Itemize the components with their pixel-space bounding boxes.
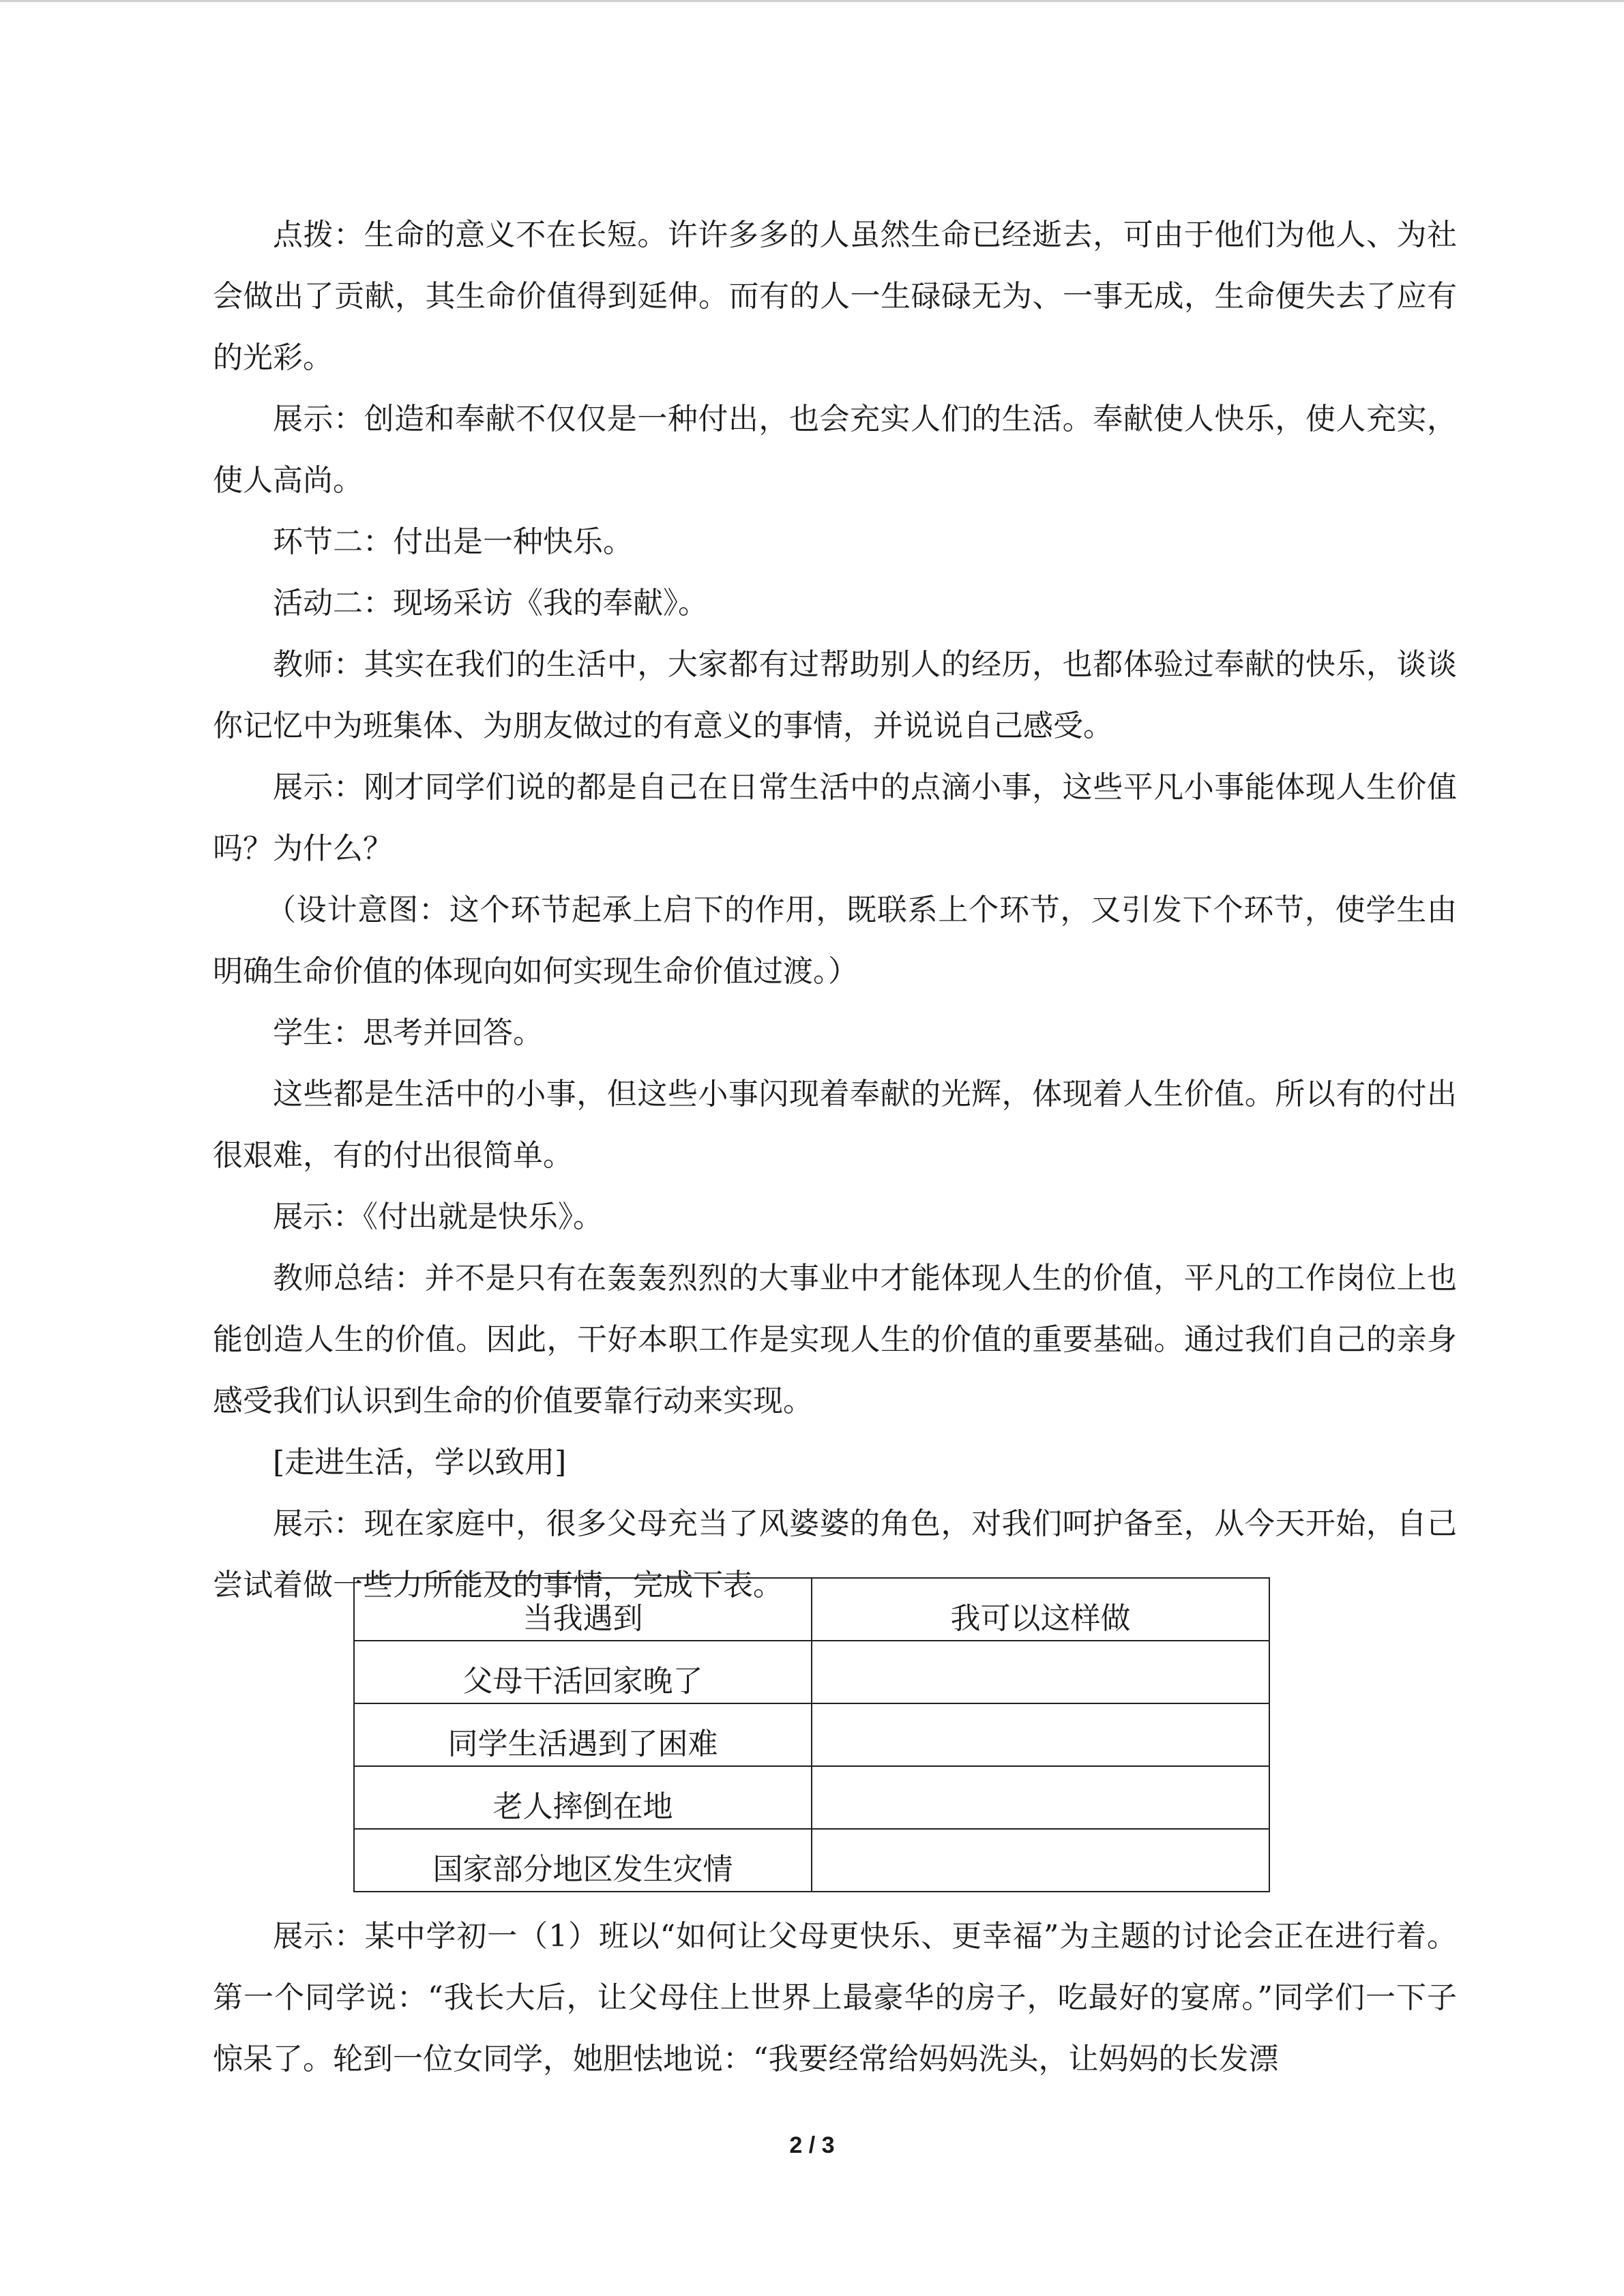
page-number: 2 / 3 [789, 2132, 835, 2158]
paragraph-show-5: 展示：某中学初一（1）班以“如何让父母更快乐、更幸福”为主题的讨论会正在进行着。第一个同学说：“我长大后，让父母住上世界上最豪华的房子，吃最好的宴席。”同学们一下子惊呆了。轮到一位女同学，她胆怯地说：“我要经常给妈妈洗头，让妈妈的长发漂 [213, 1919, 1457, 2076]
top-border [0, 0, 1624, 2]
paragraph-show-2: 展示：刚才同学们说的都是自己在日常生活中的点滴小事，这些平凡小事能体现人生价值吗？为什么？ [213, 770, 1457, 866]
paragraph-teacher-summary: 教师总结：并不是只有在轰轰烈烈的大事业中才能体现人生的价值，平凡的工作岗位上也能创造人生的价值。因此，干好本职工作是实现人生的价值的重要基础。通过我们自己的亲身感受我们认识到生命的价值要靠行动来实现。 [213, 1261, 1457, 1418]
paragraph-teacher: 教师：其实在我们的生活中，大家都有过帮助别人的经历，也都体验过奉献的快乐，谈谈你记忆中为班集体、为朋友做过的有意义的事情，并说说自己感受。 [213, 647, 1457, 743]
paragraph-activity-2: 活动二：现场采访《我的奉献》。 [273, 586, 708, 621]
paragraph-show-4: 展示：现在家庭中，很多父母充当了风婆婆的角色，对我们呵护备至，从今天开始，自己尝试着做一些力所能及的事情，完成下表。 [213, 1506, 1457, 1602]
paragraph-step-2: 环节二：付出是一种快乐。 [273, 524, 633, 559]
table-cell-action[interactable] [812, 1829, 1269, 1892]
table-row [354, 1766, 1269, 1829]
table-cell-action[interactable] [812, 1766, 1269, 1829]
paragraph-show-1: 展示：创造和奉献不仅仅是一种付出，也会充实人们的生活。奉献使人快乐，使人充实，使人高尚。 [213, 402, 1457, 498]
table-cell-action[interactable] [812, 1641, 1269, 1703]
table-cell-situation: 国家部分地区发生灾情 [354, 1829, 812, 1892]
table-cell-situation: 父母干活回家晚了 [354, 1641, 812, 1703]
table-header-cell: 我可以这样做 [812, 1578, 1269, 1641]
table-header-cell: 当我遇到 [354, 1578, 812, 1641]
action-table [353, 1577, 1270, 1892]
table-row [354, 1703, 1269, 1766]
table-cell-situation: 老人摔倒在地 [354, 1766, 812, 1829]
paragraph-guidance: 点拨：生命的意义不在长短。许许多多的人虽然生命已经逝去，可由于他们为他人、为社会做出了贡献，其生命价值得到延伸。而有的人一生碌碌无为、一事无成，生命便失去了应有的光彩。 [213, 218, 1457, 375]
paragraph-student: 学生：思考并回答。 [273, 1015, 543, 1050]
document-body-continued [213, 1906, 1457, 2090]
paragraph-show-3: 展示：《付出就是快乐》。 [273, 1199, 603, 1234]
section-heading: [走进生活，学以致用] [273, 1445, 567, 1480]
table-row [354, 1641, 1269, 1703]
paragraph-design-intent: （设计意图：这个环节起承上启下的作用，既联系上个环节，又引发下个环节，使学生由明确生命价值的体现向如何实现生命价值过渡。） [213, 893, 1457, 989]
table-cell-action[interactable] [812, 1703, 1269, 1766]
table-cell-situation: 同学生活遇到了困难 [354, 1703, 812, 1766]
table-row [354, 1829, 1269, 1892]
document-body [213, 205, 1457, 1616]
table-header-row [354, 1578, 1269, 1641]
paragraph-small-things: 这些都是生活中的小事，但这些小事闪现着奉献的光辉，体现着人生价值。所以有的付出很艰难，有的付出很简单。 [213, 1077, 1457, 1173]
